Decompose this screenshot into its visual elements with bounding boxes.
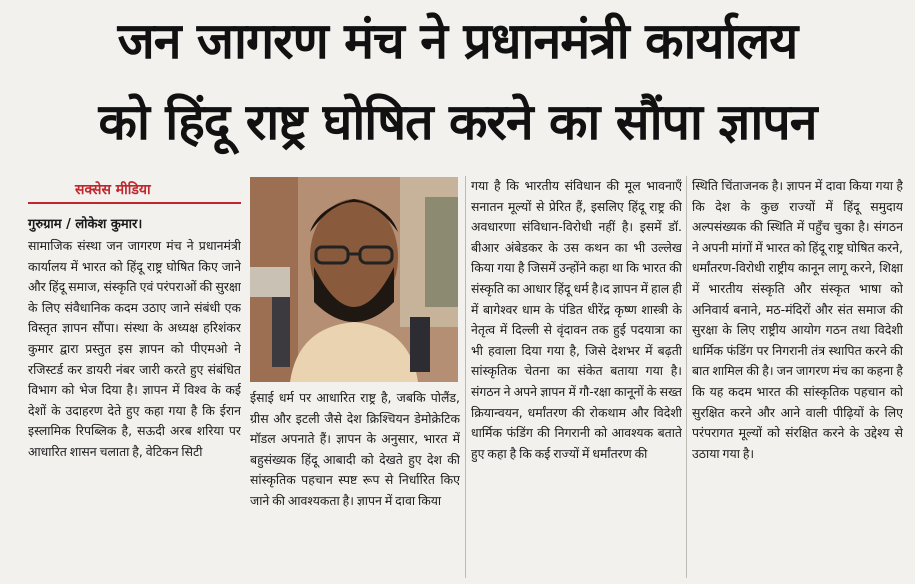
news-photo: [250, 177, 458, 382]
headline-line-1: जन जागरण मंच ने प्रधानमंत्री कार्यालय: [117, 12, 798, 70]
dateline: गुरुग्राम / लोकेश कुमार।: [28, 217, 143, 232]
agency-name: सक्सेस मीडिया: [75, 182, 151, 198]
article-column-3: गया है कि भारतीय संविधान की मूल भावनाएँ सनातन मूल्यों से प्रेरित हैं, इसलिए हिंदू राष्ट्र की अवधारणा संविधान-विरोधी नहीं है। इसमें डॉ. बीआर अंबेडकर के उस कथन का भी उल्लेख किया गया है जिसमें उन्होंने कहा था कि भारत की संस्कृति का आधार हिंदू धर्म है।द ज्ञापन में हाल ही में बागेश्वर धाम के पंडित धीरेंद्र कृष्ण शास्त्री के नेतृत्व में दिल्ली से वृंदावन तक हुई पदयात्रा का भी हवाला दिया गया है, जिसे देशभर में बढ़ती सांस्कृतिक चेतना का संकेत बताया गया है। संगठन ने अपने ज्ञापन में गौ-रक्षा कानूनों के सख्त क्रियान्वयन, धर्मांतरण की रोकथाम और विदेशी धार्मिक फंडिंग की निगरानी को आवश्यक बताते हुए कहा है कि कई राज्यों में धर्मांतरण की: [471, 178, 682, 461]
headline-line-2: को हिंदू राष्ट्र घोषित करने का सौंपा ज्ञापन: [98, 93, 817, 151]
article-column-1: सामाजिक संस्था जन जागरण मंच ने प्रधानमंत्री कार्यालय में भारत को हिंदू राष्ट्र घोषित किए जाने और हिंदू समाज, संस्कृति एवं परंपराओं की सुरक्षा के लिए संवैधानिक कदम उठाए जाने संबंधी एक विस्तृत ज्ञापन सौंपा। संस्था के अध्यक्ष हरिशंकर कुमार द्वारा प्रस्तुत इस ज्ञापन को पीएमओ ने रजिस्टर्ड कर डायरी नंबर जारी करते हुए संबंधित विभाग को भेज दिया है। ज्ञापन में विश्व के कई देशों के उदाहरण देते हुए कहा गया है कि ईरान इस्लामिक रिपब्लिक है, सऊदी अरब शरिया पर आधारित शासन चलाता है, वेटिकन सिटी: [28, 238, 241, 459]
article-column-4: स्थिति चिंताजनक है। ज्ञापन में दावा किया गया है कि देश के कुछ राज्यों में हिंदू समुदाय अल्पसंख्यक की स्थिति में पहुँच चुका है। संगठन ने अपनी मांगों में भारत को हिंदू राष्ट्र घोषित करने, धर्मांतरण-विरोधी राष्ट्रीय कानून लागू करने, शिक्षा में भारतीय संस्कृति और संस्कृत भाषा को अनिवार्य बनाने, मठ-मंदिरों और संत समाज की सुरक्षा के लिए राष्ट्रीय आयोग गठन तथा विदेशी धार्मिक फंडिंग पर निगरानी तंत्र स्थापित करने की बात शामिल की है। जन जागरण मंच का कहना है कि यह कदम भारत की सांस्कृतिक पहचान को सुरक्षित करने और आने वाली पीढ़ियों के लिए परंपरागत मूल्यों को संरक्षित करने के उद्देश्य से उठाया गया है।: [692, 178, 903, 461]
column-divider: [686, 176, 687, 578]
person-photo-illustration: [250, 177, 458, 382]
article-column-2: ईसाई धर्म पर आधारित राष्ट्र है, जबकि पोलैंड, ग्रीस और इटली जैसे देश क्रिश्चियन डेमोक्रेटिक मॉडल अपनाते हैं। ज्ञापन के अनुसार, भारत में बहुसंख्यक हिंदू आबादी को देखते हुए देश की सांस्कृतिक पहचान स्पष्ट रूप से निर्धारित किए जाने की आवश्यकता है। ज्ञापन में दावा किया: [250, 390, 460, 508]
agency-underline: [28, 202, 241, 204]
column-divider: [465, 176, 466, 578]
